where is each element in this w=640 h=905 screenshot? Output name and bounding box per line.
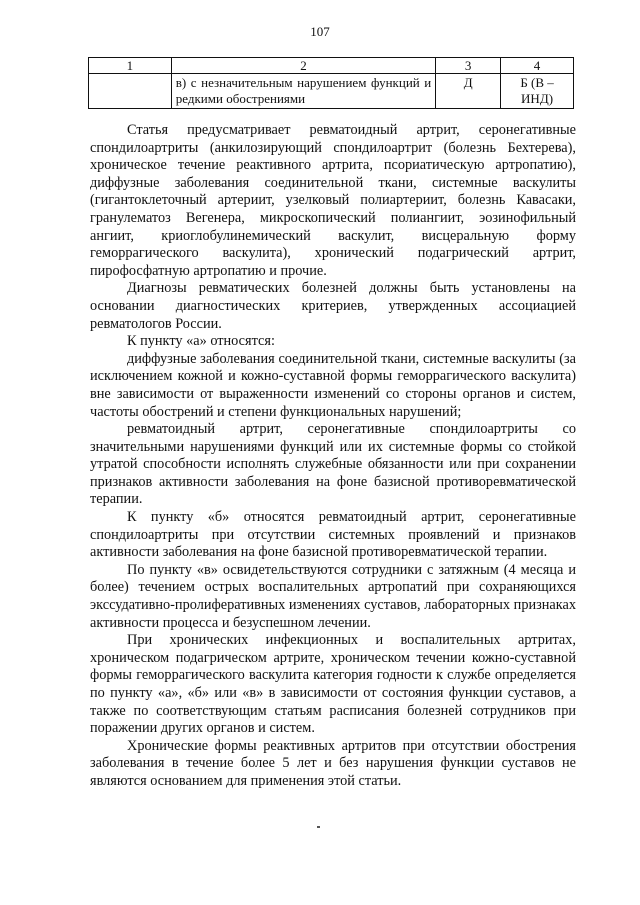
paragraph: К пункту «б» относятся ревматоидный артрит, серонегативные спондилоартриты при отсутствии системных проявлений и признаков активности заболевания на фоне базисной противоревматической терапии. [90,509,576,561]
table-header-cell: 4 [501,58,574,74]
paragraph: При хронических инфекционных и воспалительных артритах, хроническом подагрическом артрите, хроническом течении кожно-суставной формы геморрагического васкулита категория годности к службе определяется по пункту «а», «б» или «в» в зависимости от состояния функции суставов, а также по соответствующим статьям расписания болезней сотрудников при поражении других органов и систем. [90,632,576,737]
paragraph: Диагнозы ревматических болезней должны быть установлены на основании диагностических критериев, утвержденных ассоциацией ревматологов России. [90,280,576,332]
table-header-row [89,58,574,74]
table-row [89,74,574,109]
table-cell-category-alt: Б (В – ИНД) [501,74,574,109]
table-header-cell: 1 [89,58,172,74]
article-body [90,122,576,791]
paragraph: Хронические формы реактивных артритов при отсутствии обострения заболевания в течение более 5 лет и без нарушения функции суставов не являются основанием для применения этой статьи. [90,737,576,789]
paragraph: По пункту «в» освидетельствуются сотрудники с затяжным (4 месяца и более) течением острых воспалительных артропатий при сохраняющихся экссудативно-пролиферативных изменениях суставов, лабораторных признаках активности процесса и безуспешном лечении. [90,561,576,631]
classification-table [88,57,574,109]
table-cell-description: в) с незначительным нарушением функций и редкими обострениями [171,74,435,109]
page-number: 107 [310,24,330,39]
paragraph: ревматоидный артрит, серонегативные спондилоартриты со значительными нарушениями функций или их системные формы со стойкой утратой способности исполнять служебные обязанности или при сохранении признаков активности заболевания на фоне базисной противоревматической терапии. [90,421,576,508]
table-header-cell: 2 [171,58,435,74]
table-cell-category: Д [436,74,501,109]
scan-dot [317,826,320,828]
paragraph: диффузные заболевания соединительной ткани, системные васкулиты (за исключением кожной и кожно-суставной формы геморрагического васкулита) вне зависимости от выраженности изменений со стороны органов и систем, частоты обострений и степени функциональных нарушений; [90,350,576,420]
paragraph: Статья предусматривает ревматоидный артрит, серонегативные спондилоартриты (анкилозирующий спондилоартрит (болезнь Бехтерева), хроническое течение реактивного артрита, псориатическую артропатию), диффузные заболевания соединительной ткани, системные васкулиты (гигантоклеточный артериит, узелковый полиартериит, болезнь Кавасаки, гранулематоз Вегенера, микроскопический полиангиит, эозинофильный ангиит, криоглобулинемический васкулит, висцеральную форму геморрагического васкулита), хронический подагрический артрит, пирофосфатную артропатию и прочие. [90,122,576,279]
table-cell [89,74,172,109]
paragraph: К пункту «а» относятся: [127,333,275,350]
table-header-cell: 3 [436,58,501,74]
